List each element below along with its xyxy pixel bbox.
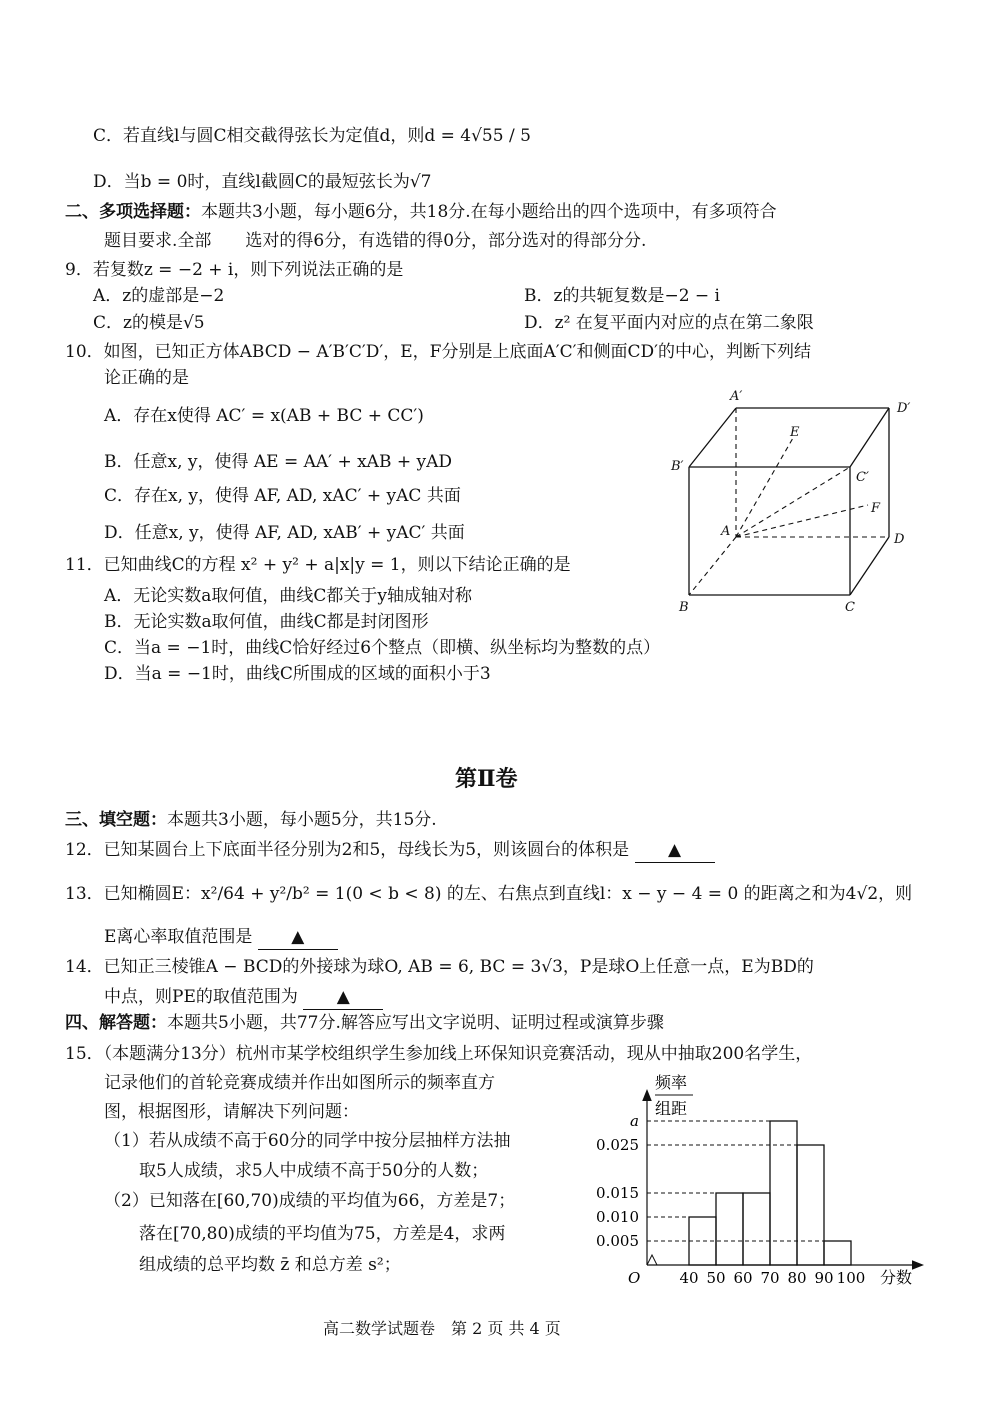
section2-text: 本题共3小题，每小题6分，共18分.在每小题给出的四个选项中，有多项符合 xyxy=(201,202,777,222)
section2-heading: 二、多项选择题： xyxy=(65,202,201,222)
q10-option-d: D．任意x, y，使得 AF, AD, xAB′ + yAC′ 共面 xyxy=(104,523,465,543)
q10-stem-line2: 论正确的是 xyxy=(104,368,189,388)
label-c1: C′ xyxy=(856,470,869,485)
q15-line2: 记录他们的首轮竞赛成绩并作出如图所示的频率直方 xyxy=(104,1073,495,1093)
section4-line xyxy=(65,1011,664,1035)
origin-label: O xyxy=(628,1269,641,1287)
y-tick-label: 0.005 xyxy=(596,1232,639,1250)
q15-part2-line3: 组成绩的总平均数 z̄ 和总方差 s²； xyxy=(139,1255,401,1275)
y-tick-label: a xyxy=(630,1112,639,1130)
q13-line1: 13．已知椭圆E：x²/64 + y²/b² = 1(0 < b < 8) 的左、右焦点到直线l：x − y − 4 = 0 的距离之和为4√2，则 xyxy=(65,884,913,904)
label-b: B xyxy=(679,600,689,615)
y-tick-label: 0.025 xyxy=(596,1136,639,1154)
q12-line xyxy=(65,838,715,863)
section3-heading: 三、填空题： xyxy=(65,810,167,830)
x-tick-label: 100 xyxy=(836,1269,866,1287)
frequency-histogram xyxy=(590,1065,930,1295)
part2-title: 第Ⅱ卷 xyxy=(455,766,518,792)
histogram-bar xyxy=(770,1121,797,1265)
section3-line xyxy=(65,808,437,832)
x-tick-label: 50 xyxy=(706,1269,726,1287)
section2-line2: 题目要求.全部 选对的得6分，有选错的得0分，部分选对的得部分分. xyxy=(104,231,647,251)
histogram-bar xyxy=(797,1145,824,1265)
q15-line3: 图，根据图形，请解决下列问题： xyxy=(104,1102,359,1122)
label-b1: B′ xyxy=(671,459,684,474)
q14-line2 xyxy=(104,985,383,1010)
q8-option-c: C．若直线l与圆C相交截得弦长为定值d，则d = 4√55 / 5 xyxy=(93,126,531,146)
x-tick-label: 40 xyxy=(679,1269,699,1287)
histogram-bar xyxy=(716,1193,743,1265)
q14-line1: 14．已知正三棱锥A − BCD的外接球为球O, AB = 6, BC = 3√3，P是球O上任意一点，E为BD的 xyxy=(65,957,814,977)
q10-option-a: A．存在x使得 AC′ = x(AB + BC + CC′) xyxy=(104,406,424,426)
label-d1: D′ xyxy=(897,401,911,416)
y-tick-label: 0.010 xyxy=(596,1208,639,1226)
histogram-bar xyxy=(824,1241,851,1265)
x-tick-label: 80 xyxy=(787,1269,807,1287)
q13-line2 xyxy=(104,925,338,950)
x-tick-label: 60 xyxy=(733,1269,753,1287)
q11-stem: 11．已知曲线C的方程 x² + y² + a|x|y = 1，则以下结论正确的是 xyxy=(65,555,571,575)
label-d: D xyxy=(894,532,905,547)
x-tick-label: 90 xyxy=(814,1269,834,1287)
q10-option-b: B．任意x, y，使得 AE = AA′ + xAB + yAD xyxy=(104,452,453,472)
q10-option-c: C．存在x, y，使得 AF, AD, xAC′ + yAC 共面 xyxy=(104,486,461,506)
q11-option-c: C．当a = −1时，曲线C恰好经过6个整点（即横、纵坐标均为整数的点） xyxy=(104,638,661,658)
q13-answer-blank: ▲ xyxy=(258,925,338,950)
q15-part2-line1: （2）已知落在[60,70)成绩的平均值为66，方差是7； xyxy=(104,1191,516,1211)
section4-heading: 四、解答题： xyxy=(65,1013,167,1033)
q9-stem: 9．若复数z = −2 + i，则下列说法正确的是 xyxy=(65,260,404,280)
histogram-bar xyxy=(743,1193,770,1265)
q12-stem: 12．已知某圆台上下底面半径分别为2和5，母线长为5，则该圆台的体积是 xyxy=(65,840,630,860)
x-tick-label: 70 xyxy=(760,1269,780,1287)
q9-option-a: A．z的虚部是−2 xyxy=(93,286,225,306)
label-c: C xyxy=(845,600,855,615)
section4-text: 本题共5小题，共77分.解答应写出文字说明、证明过程或演算步骤 xyxy=(167,1013,664,1033)
y-axis-label-bottom: 组距 xyxy=(655,1099,688,1118)
q15-part1-line1: （1）若从成绩不高于60分的同学中按分层抽样方法抽 xyxy=(104,1131,511,1151)
q12-answer-blank: ▲ xyxy=(635,838,715,863)
q13-stem-end: E离心率取值范围是 xyxy=(104,927,253,947)
label-e: E xyxy=(790,425,800,440)
q15-part1-line2: 取5人成绩，求5人中成绩不高于50分的人数； xyxy=(139,1161,489,1181)
q14-stem-end: 中点，则PE的取值范围为 xyxy=(104,987,298,1007)
q15-line1: 15．（本题满分13分）杭州市某学校组织学生参加线上环保知识竞赛活动，现从中抽取200名学生， xyxy=(65,1044,813,1064)
q9-option-d: D．z² 在复平面内对应的点在第二象限 xyxy=(524,313,814,333)
page-footer: 高二数学试题卷 第 2 页 共 4 页 xyxy=(323,1319,561,1338)
q11-option-b: B．无论实数a取何值，曲线C都是封闭图形 xyxy=(104,612,429,632)
q10-stem-line1: 10．如图，已知正方体ABCD − A′B′C′D′，E，F分别是上底面A′C′和侧面CD′的中心，判断下列结 xyxy=(65,342,811,362)
x-axis-label: 分数 xyxy=(880,1268,913,1287)
q9-option-c: C．z的模是√5 xyxy=(93,313,205,333)
y-axis-label-top: 频率 xyxy=(655,1073,688,1092)
q9-option-b: B．z的共轭复数是−2 − i xyxy=(524,286,720,306)
section3-text: 本题共3小题，每小题5分，共15分. xyxy=(167,810,437,830)
q11-option-d: D．当a = −1时，曲线C所围成的区域的面积小于3 xyxy=(104,664,491,684)
label-a1: A′ xyxy=(730,389,743,404)
q14-answer-blank: ▲ xyxy=(303,985,383,1010)
label-a: A xyxy=(721,524,731,539)
q15-part2-line2: 落在[70,80)成绩的平均值为75，方差是4，求两 xyxy=(139,1224,506,1244)
q11-option-a: A．无论实数a取何值，曲线C都关于y轴成轴对称 xyxy=(104,586,473,606)
section2-line1 xyxy=(65,200,777,224)
cube-figure xyxy=(665,385,925,620)
q8-option-d: D．当b = 0时，直线l截圆C的最短弦长为√7 xyxy=(93,172,432,192)
label-f: F xyxy=(871,501,881,516)
y-tick-label: 0.015 xyxy=(596,1184,639,1202)
axis-break xyxy=(647,1255,657,1265)
